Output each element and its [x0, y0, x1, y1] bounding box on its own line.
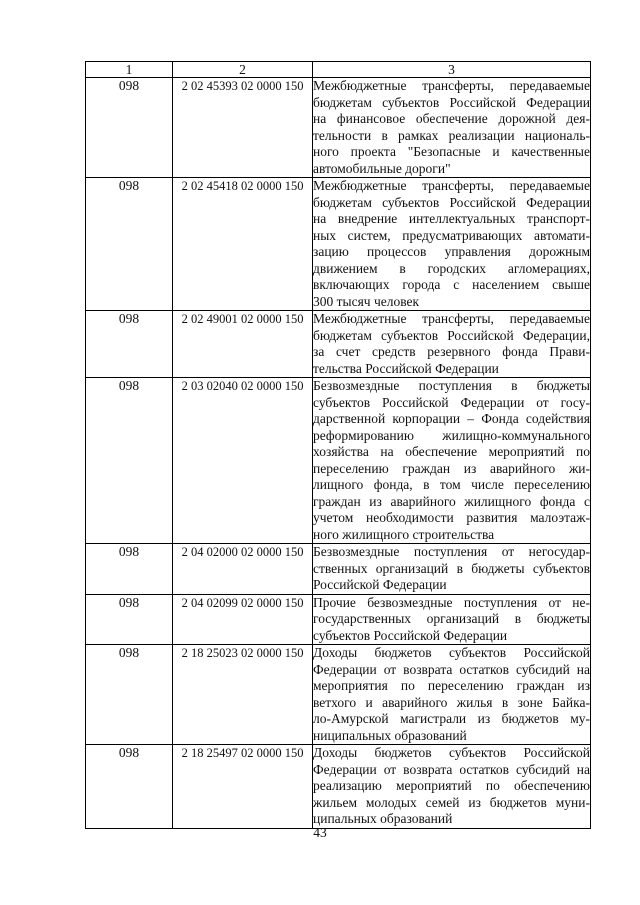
description-line: за счет средств резервного фонда Прави-: [313, 344, 590, 359]
description-line: реализацию мероприятий по обеспечению: [313, 778, 590, 793]
table-body: [86, 78, 591, 829]
description-line: тельности в рамках реализации националь-: [313, 127, 590, 143]
description-line: Доходы бюджетов субъектов Российской: [313, 645, 590, 660]
table-row: [86, 745, 591, 829]
description-line: Прочие безвозмездные поступления от не-: [313, 594, 590, 610]
description-line: Межбюджетные трансферты, передаваемые: [313, 178, 590, 193]
description-line: субъектов Российской Федерации: [313, 627, 508, 643]
description-cell: [313, 745, 591, 829]
description-line: мероприятия по переселению граждан из: [313, 678, 590, 693]
table-row: [86, 178, 591, 311]
budget-code-cell: 2 03 02040 02 0000 150: [173, 378, 313, 544]
description-line: ного жилищного строительства: [313, 526, 495, 542]
budget-code-cell: 2 18 25023 02 0000 150: [173, 645, 313, 745]
description-line: бюджетам субъектов Российской Федерации: [313, 94, 590, 110]
description-line: учетом необходимости развития малоэтаж-: [313, 510, 590, 525]
column-header-3: 3: [313, 62, 591, 78]
description-line: автомобильные дороги": [313, 160, 451, 176]
description-line: Безвозмездные поступления от негосудар-: [313, 544, 590, 559]
description-line: ло-Амурской магистрали из бюджетов му-: [313, 711, 590, 726]
description-line: движением в городских агломерациях,: [313, 260, 590, 276]
budget-code-cell: 2 02 45393 02 0000 150: [173, 78, 313, 178]
description-line: Межбюджетные трансферты, передаваемые: [313, 78, 590, 93]
administrator-code-cell: 098: [86, 645, 173, 745]
description-cell: [313, 378, 591, 544]
description-line: Российской Федерации: [313, 577, 447, 592]
description-line: бюджетам субъектов Российской Федерации: [313, 194, 590, 210]
description-line: на внедрение интеллектуальных транспорт-: [313, 211, 590, 226]
description-line: на финансовое обеспечение дорожной дея-: [313, 111, 590, 126]
description-line: реформированию жилищно-коммунального: [313, 427, 590, 443]
table-row: [86, 378, 591, 544]
description-line: ных систем, предусматривающих автомати-: [313, 227, 590, 243]
column-header-1: 1: [86, 62, 173, 78]
description-line: бюджетам субъектов Российской Федерации,: [313, 327, 590, 343]
description-cell: [313, 311, 591, 378]
description-cell: [313, 645, 591, 745]
administrator-code-cell: 098: [86, 378, 173, 544]
description-line: хозяйства на обеспечение мероприятий по: [313, 444, 590, 459]
description-line: ственных организаций в бюджеты субъектов: [313, 560, 590, 576]
budget-code-cell: 2 02 45418 02 0000 150: [173, 178, 313, 311]
description-line: ципальных образований: [313, 811, 453, 826]
administrator-code-cell: 098: [86, 594, 173, 645]
budget-classification-table: [85, 61, 591, 829]
description-line: государственных организаций в бюджеты: [313, 611, 590, 626]
description-cell: [313, 594, 591, 645]
description-line: включающих города с населением свыше: [313, 277, 590, 292]
description-line: тельства Российской Федерации: [313, 360, 499, 376]
description-line: субъектов Российской Федерации от госу-: [313, 394, 590, 410]
description-line: Безвозмездные поступления в бюджеты: [313, 378, 590, 393]
description-cell: [313, 178, 591, 311]
column-header-2: 2: [173, 62, 313, 78]
page-number: 43: [313, 825, 327, 840]
description-line: ниципальных образований: [313, 727, 467, 743]
description-line: зацию процессов управления дорожным: [313, 244, 590, 259]
description-cell: [313, 544, 591, 595]
description-line: 300 тысяч человек: [313, 293, 420, 309]
table-row: [86, 594, 591, 645]
table-row: [86, 645, 591, 745]
description-line: ного проекта "Безопасные и качественные: [313, 144, 590, 159]
table-row: [86, 311, 591, 378]
description-line: ветхого и аварийного жилья в зоне Байка-: [313, 694, 590, 710]
description-line: жильем молодых семей из бюджетов муни-: [313, 794, 590, 810]
budget-code-cell: 2 18 25497 02 0000 150: [173, 745, 313, 829]
description-line: Межбюджетные трансферты, передаваемые: [313, 311, 590, 326]
table-header-row: [86, 62, 591, 78]
administrator-code-cell: 098: [86, 311, 173, 378]
table-row: [86, 544, 591, 595]
administrator-code-cell: 098: [86, 544, 173, 595]
administrator-code-cell: 098: [86, 178, 173, 311]
budget-code-cell: 2 02 49001 02 0000 150: [173, 311, 313, 378]
description-cell: [313, 78, 591, 178]
description-line: дарственной корпорации – Фонда содействия: [313, 411, 590, 426]
administrator-code-cell: 098: [86, 745, 173, 829]
description-line: Федерации от возврата остатков субсидий на: [313, 661, 590, 677]
description-line: Федерации от возврата остатков субсидий на: [313, 761, 590, 777]
budget-code-cell: 2 04 02000 02 0000 150: [173, 544, 313, 595]
description-line: Доходы бюджетов субъектов Российской: [313, 745, 590, 760]
table-row: [86, 78, 591, 178]
description-line: переселению граждан из аварийного жи-: [313, 460, 590, 476]
description-line: лищного фонда, в том числе переселению: [313, 477, 590, 492]
description-line: граждан из аварийного жилищного фонда с: [313, 493, 590, 509]
budget-code-cell: 2 04 02099 02 0000 150: [173, 594, 313, 645]
administrator-code-cell: 098: [86, 78, 173, 178]
